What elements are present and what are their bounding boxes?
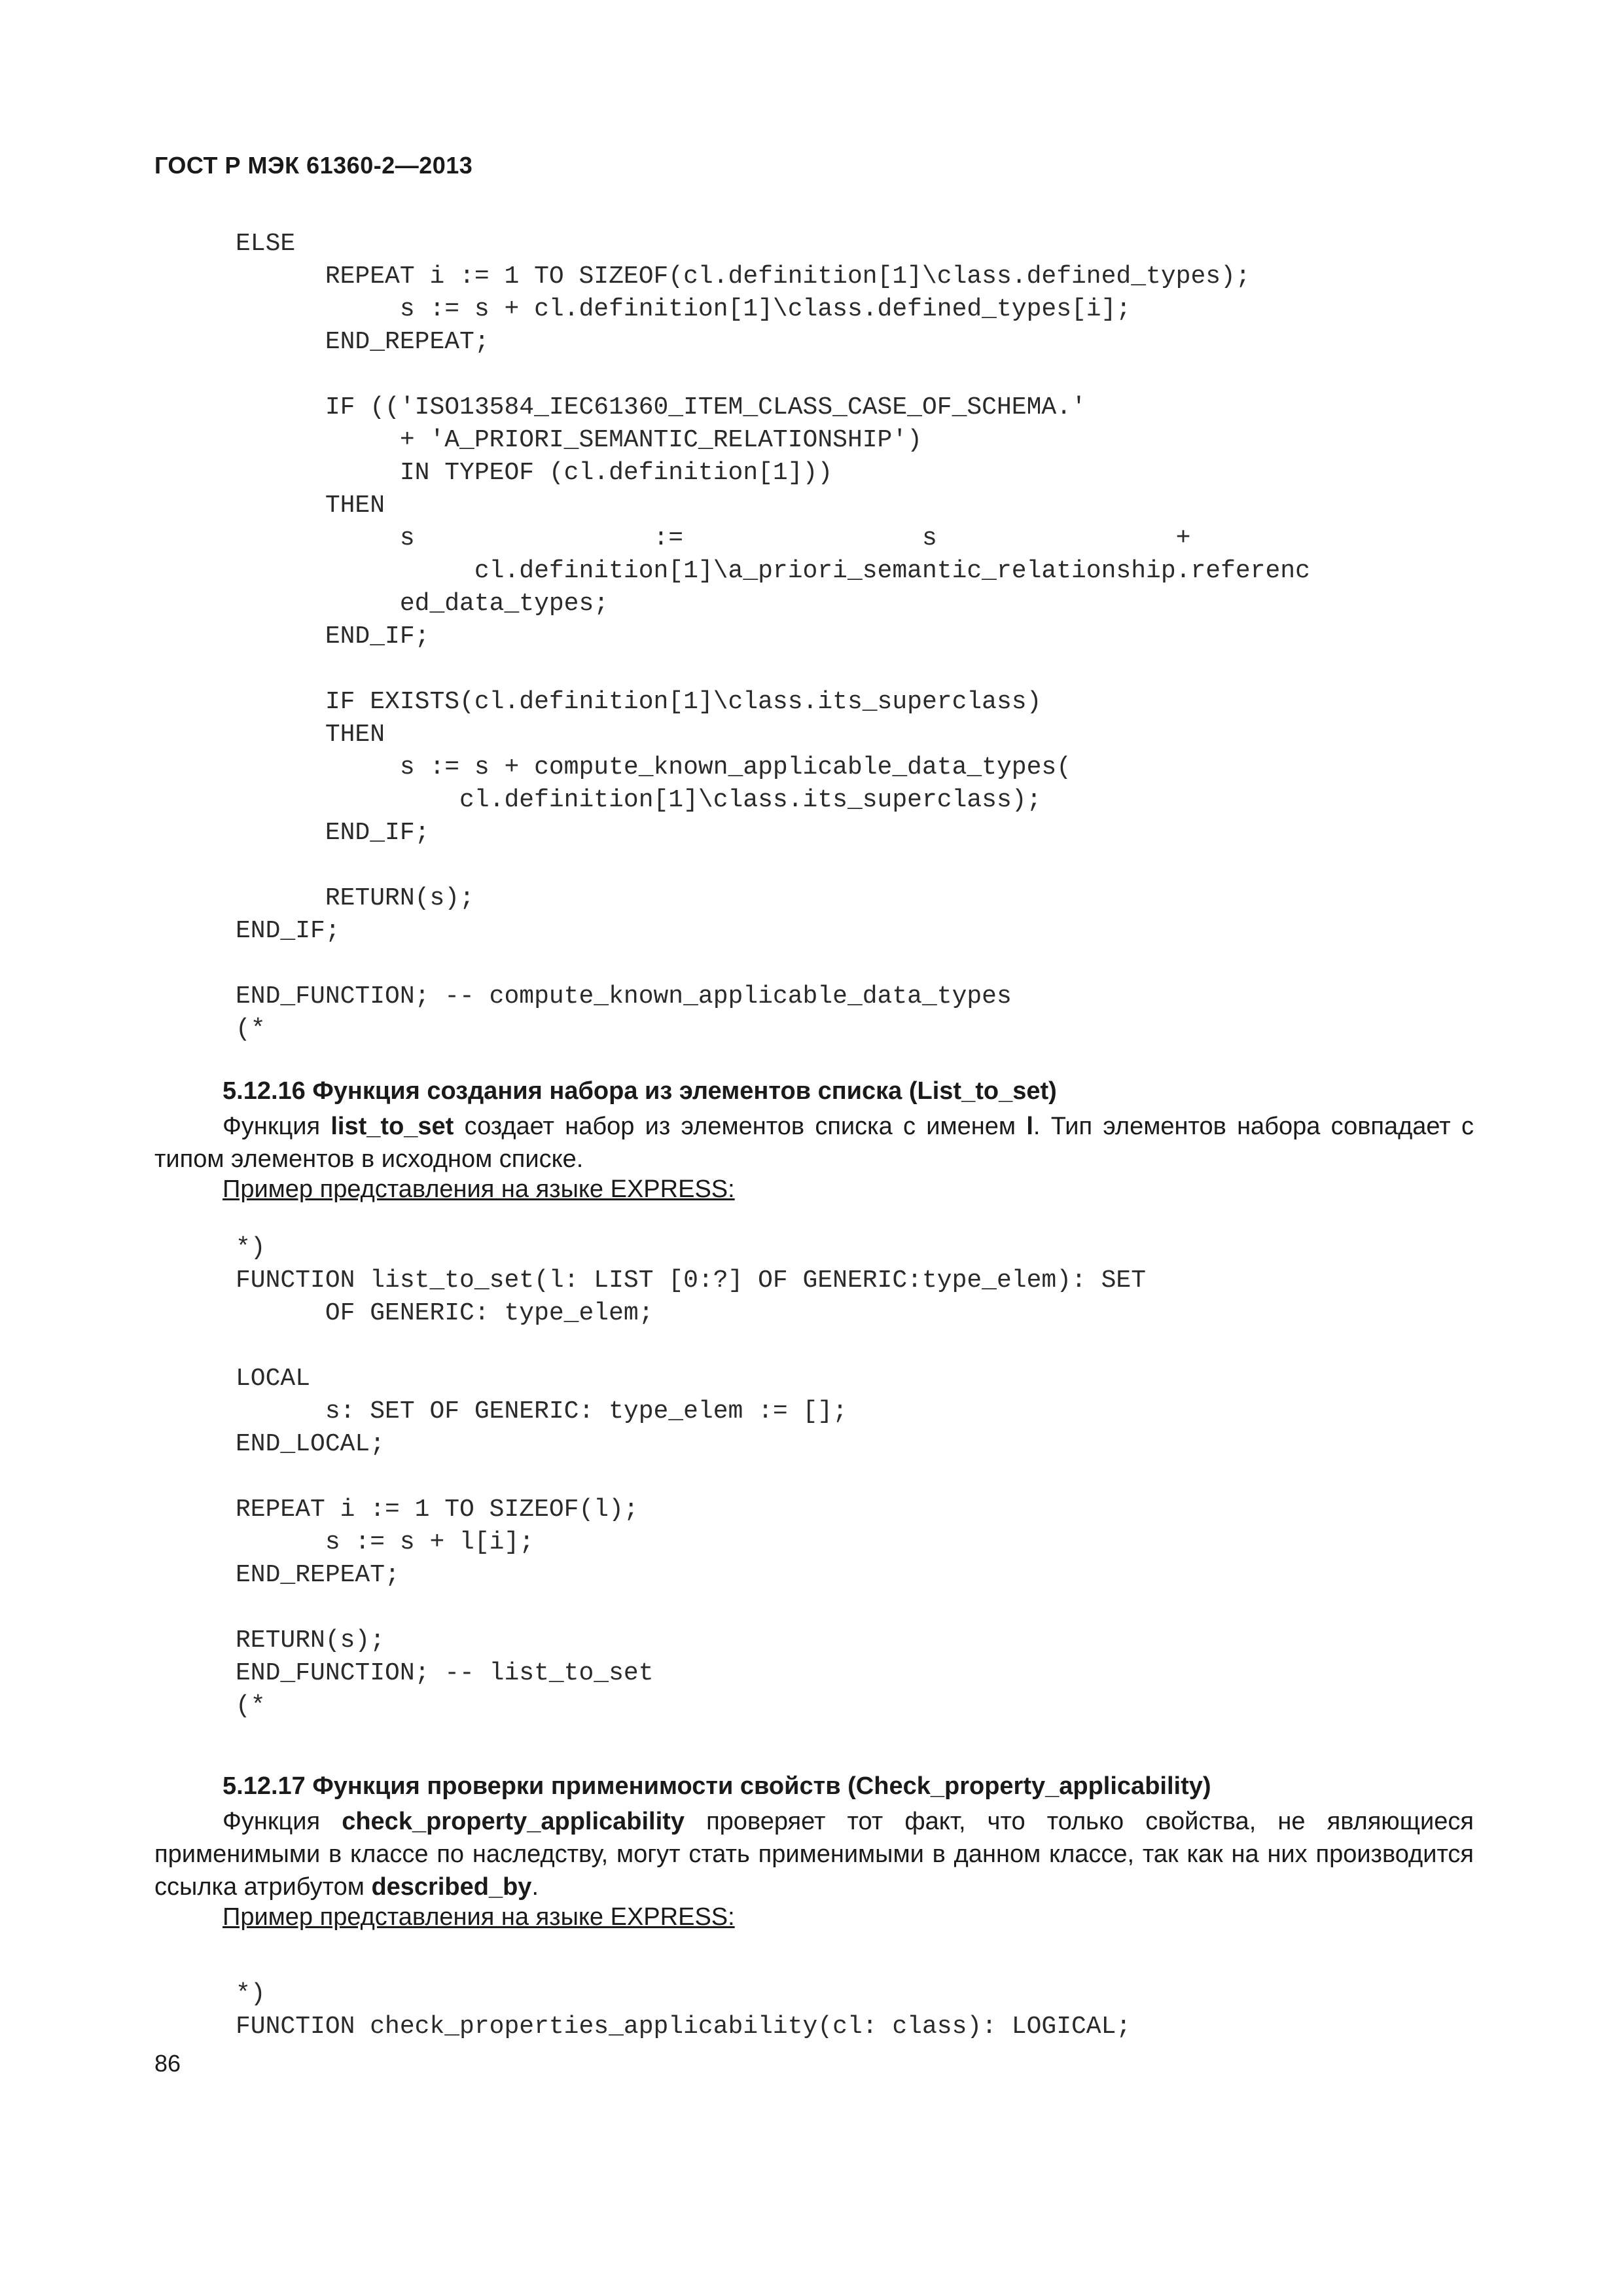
para-text: проверяет тот факт, что только свойства, не являющиеся применимыми в классе по наследству, могут стать применимыми в данном классе, так как на них производится ссылка атрибутом [154,1808,1474,1901]
code-line [236,1330,1146,1363]
code-line [236,850,1310,882]
code-line [236,1461,1146,1494]
code-line: IF (('ISO13584_IEC61360_ITEM_CLASS_CASE_OF_SCHEMA.' [236,393,1086,422]
code-line: RETURN(s); [236,1626,385,1655]
section-paragraph-check-property-applicability [154,1805,1474,1903]
code-block-list-to-set [236,1232,1146,1723]
section-paragraph-list-to-set [154,1110,1474,1175]
para-text: . [531,1873,539,1901]
code-line: LOCAL [236,1365,311,1393]
example-label: Пример представления на языке EXPRESS: [223,1175,735,1203]
code-line: REPEAT i := 1 TO SIZEOF(cl.definition[1]\class.defined_types); [236,262,1251,291]
code-line: s := s + l[i]; [236,1528,535,1556]
code-line: END_REPEAT; [236,1561,400,1589]
document-header: ГОСТ Р МЭК 61360-2—2013 [154,152,473,179]
code-line: THEN [236,721,385,749]
code-line: s := s + [236,524,1191,552]
code-line: cl.definition[1]\class.its_superclass); [236,786,1042,814]
code-line: END_FUNCTION; -- compute_known_applicable_data_types [236,982,1012,1011]
code-line: THEN [236,492,385,520]
parameter-name: l [1026,1113,1033,1140]
code-line: s := s + cl.definition[1]\class.defined_types[i]; [236,295,1132,323]
code-block-check-properties-applicability [236,1978,1131,2043]
para-text: создает набор из элементов списка с именем [454,1113,1027,1140]
section-title-list-to-set: 5.12.16 Функция создания набора из элементов списка (List_to_set) [223,1077,1057,1105]
code-line: OF GENERIC: type_elem; [236,1299,654,1327]
code-line: (* [236,1692,266,1720]
code-line: *) [236,1234,266,1262]
code-line: IF EXISTS(cl.definition[1]\class.its_superclass) [236,688,1042,716]
para-text: Функция [223,1808,342,1835]
para-text: Функция [223,1113,331,1140]
code-line: END_IF; [236,819,430,847]
code-line: END_FUNCTION; -- list_to_set [236,1659,654,1687]
code-line [236,948,1310,980]
section-title-check-property-applicability: 5.12.17 Функция проверки применимости свойств (Check_property_applicability) [223,1772,1211,1800]
code-line [236,653,1310,686]
function-name: check_property_applicability [342,1808,685,1835]
para-text: . Тип элементов набора совпадает с типом элементов в исходном списке. [154,1113,1474,1173]
example-label: Пример представления на языке EXPRESS: [223,1903,735,1931]
code-line: REPEAT i := 1 TO SIZEOF(l); [236,1496,639,1524]
attribute-name: described_by [371,1873,532,1901]
code-line: FUNCTION list_to_set(l: LIST [0:?] OF GENERIC:type_elem): SET [236,1266,1147,1295]
code-line: RETURN(s); [236,884,474,912]
code-line: IN TYPEOF (cl.definition[1])) [236,459,833,487]
code-line: s: SET OF GENERIC: type_elem := []; [236,1397,847,1426]
code-line: cl.definition[1]\a_priori_semantic_relationship.referenc [236,557,1310,585]
code-line: END_IF; [236,917,340,945]
code-line: (* [236,1015,266,1043]
code-line [236,359,1310,391]
code-line: END_IF; [236,622,430,651]
page-number: 86 [154,2050,181,2077]
code-line: s := s + compute_known_applicable_data_types( [236,753,1072,781]
code-line: ed_data_types; [236,590,609,618]
code-block-compute-known-applicable-data-types [236,228,1310,1046]
code-line: ELSE [236,230,296,258]
code-line: FUNCTION check_properties_applicability(cl: class): LOGICAL; [236,2013,1132,2041]
code-line: + 'A_PRIORI_SEMANTIC_RELATIONSHIP') [236,426,922,454]
code-line: END_LOCAL; [236,1430,385,1458]
code-line: *) [236,1980,266,2008]
code-line: END_REPEAT; [236,328,490,356]
code-line [236,1592,1146,1624]
function-name: list_to_set [330,1113,454,1140]
